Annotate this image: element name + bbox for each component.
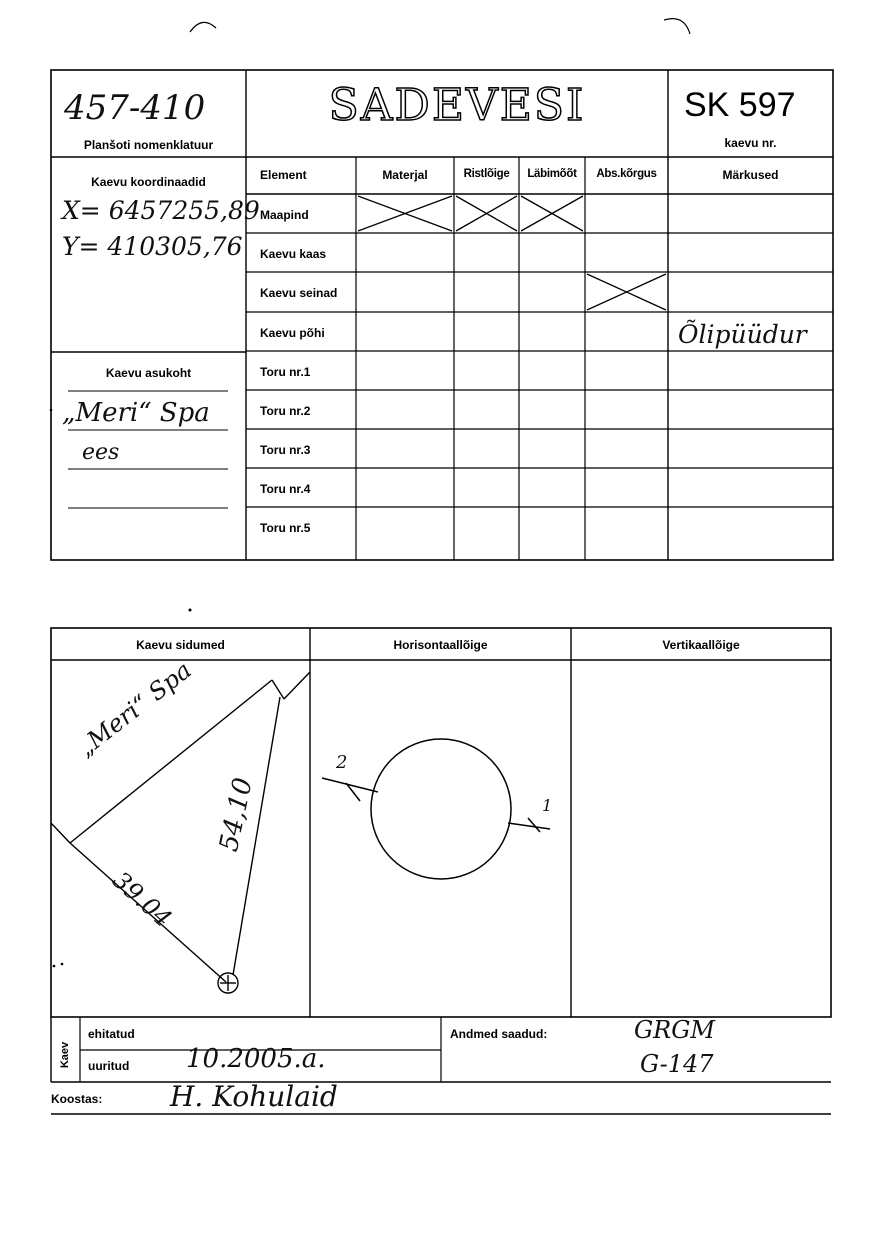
row-toru-3: Toru nr.3 (260, 443, 311, 457)
row-toru-5: Toru nr.5 (260, 521, 311, 535)
data-source-1: GRGM (634, 1016, 715, 1044)
distance-39-04: 39.04 (107, 866, 178, 933)
location-line1: „Meri“ Spa (62, 398, 210, 428)
col-vertikaalloige: Vertikaallõige (662, 638, 740, 652)
pipe-in-number: 2 (336, 752, 348, 773)
row-toru-1: Toru nr.1 (260, 365, 311, 379)
author-value: H. Kohulaid (170, 1080, 338, 1113)
coord-x: X= 6457255,89 (62, 196, 260, 225)
location-line2: ees (82, 440, 120, 465)
row-kaevu-seinad: Kaevu seinad (260, 286, 338, 300)
row-kaevu-kaas: Kaevu kaas (260, 247, 327, 261)
surveyed-label: uuritud (88, 1059, 130, 1073)
distance-54-10: 54,10 (214, 775, 259, 855)
data-source-label: Andmed saadud: (450, 1027, 548, 1041)
form-title: SADEVESI (328, 80, 586, 131)
header-markused: Märkused (722, 168, 779, 182)
header-ristloige: Ristlõige (463, 168, 510, 180)
kaev-vertical-label (51, 1033, 80, 1077)
col-horisontaalloige: Horisontaallõige (393, 638, 488, 652)
row-toru-2: Toru nr.2 (260, 404, 311, 418)
header-labimoot: Läbimõõt (527, 168, 577, 180)
row-kaevu-pohi: Kaevu põhi (260, 326, 325, 340)
header-abs-korgus: Abs.kõrgus (596, 168, 657, 180)
plan-code: 457-410 (64, 88, 206, 128)
built-label: ehitatud (88, 1027, 135, 1041)
coords-label: Kaevu koordinaadid (91, 175, 206, 189)
row-maapind: Maapind (260, 208, 309, 222)
coord-y: Y= 410305,76 (62, 232, 243, 261)
surveyed-value: 10.2005.a. (186, 1044, 326, 1074)
author-label: Koostas: (51, 1092, 103, 1106)
col-kaevu-sidumed: Kaevu sidumed (136, 638, 225, 652)
header-element: Element (260, 168, 307, 182)
pipe-out-number: 1 (542, 796, 553, 815)
remark-kaevu-pohi: Õlipüüdur (678, 320, 807, 349)
well-id-label: kaevu nr. (724, 136, 777, 150)
header-materjal: Materjal (382, 168, 428, 182)
plan-code-label: Planšoti nomenklatuur (83, 138, 214, 152)
sketch-building-label: „Meri“ Spa (72, 656, 197, 763)
kaev-label-text: Kaev (59, 1041, 72, 1069)
data-source-2: G-147 (640, 1050, 714, 1078)
well-id: SK 597 (684, 86, 796, 124)
location-label: Kaevu asukoht (105, 366, 192, 380)
row-toru-4: Toru nr.4 (260, 482, 311, 496)
